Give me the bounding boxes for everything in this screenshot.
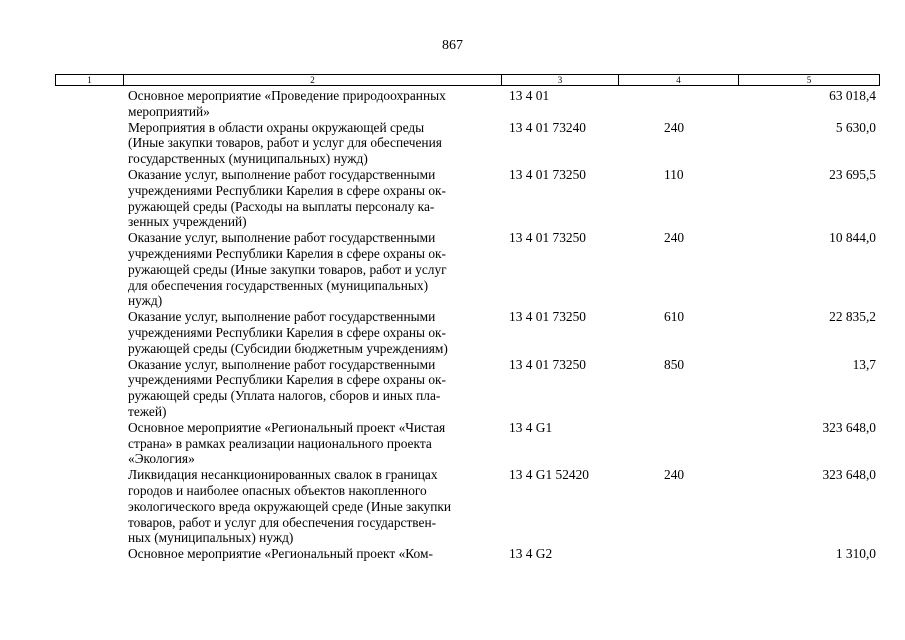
description-line: нужд) (128, 293, 163, 309)
table-row (55, 357, 880, 420)
row-code: 13 4 01 73250 (509, 166, 586, 182)
row-code: 13 4 G1 52420 (509, 467, 589, 483)
table-row (55, 88, 880, 120)
table-row (55, 546, 880, 562)
row-spacer (55, 120, 128, 167)
row-amount: 10 844,0 (829, 230, 876, 246)
row-description (128, 420, 501, 467)
page-number: 867 (442, 38, 463, 53)
header-col-2: 2 (124, 75, 502, 85)
row-expense-type: 240 (664, 467, 685, 483)
description-line: «Экология» (128, 451, 195, 467)
row-code: 13 4 G2 (509, 546, 553, 562)
description-line: Ликвидация несанкционированных свалок в границах (128, 467, 438, 483)
description-line: мероприятий» (128, 103, 210, 119)
row-amount: 323 648,0 (822, 419, 876, 435)
row-description (128, 546, 501, 562)
description-line: ружающей среды (Расходы на выплаты персоналу ка- (128, 198, 435, 214)
table-header (55, 74, 880, 86)
header-col-5: 5 (806, 75, 812, 85)
description-line: ружающей среды (Субсидии бюджетным учреждениям) (128, 340, 448, 356)
header-col-1: 1 (56, 75, 124, 85)
row-description (128, 167, 501, 230)
row-description (128, 120, 501, 167)
table-row (55, 309, 880, 356)
description-line: учреждениями Республики Карелия в сфере охраны ок- (128, 324, 447, 340)
row-spacer (55, 467, 128, 546)
row-spacer (55, 546, 128, 562)
row-expense-type: 240 (664, 230, 685, 246)
row-expense-type: 110 (664, 166, 684, 182)
description-line: Основное мероприятие «Региональный проект «Ком- (128, 546, 433, 562)
row-expense-type (616, 88, 736, 120)
description-line: городов и наиболее опасных объектов накопленного (128, 482, 427, 498)
row-code: 13 4 01 73240 (509, 119, 586, 135)
row-description (128, 88, 501, 120)
description-line: ружающей среды (Уплата налогов, сборов и иных пла- (128, 388, 441, 404)
row-description (128, 357, 501, 420)
table-body (55, 88, 880, 562)
row-spacer (55, 167, 128, 230)
description-line: государственных (муниципальных) нужд) (128, 151, 368, 167)
row-spacer (55, 420, 128, 467)
description-line: Оказание услуг, выполнение работ государственными (128, 230, 436, 246)
row-expense-type: 850 (664, 356, 685, 372)
description-line: Оказание услуг, выполнение работ государственными (128, 356, 436, 372)
row-code: 13 4 G1 (509, 419, 553, 435)
row-description (128, 309, 501, 356)
row-expense-type: 240 (664, 119, 685, 135)
description-line: для обеспечения государственных (муниципальных) (128, 277, 429, 293)
description-line: зенных учреждений) (128, 214, 247, 230)
row-code: 13 4 01 (509, 88, 550, 103)
row-expense-type (616, 420, 736, 467)
description-line: Оказание услуг, выполнение работ государственными (128, 166, 436, 182)
row-amount: 13,7 (852, 356, 876, 372)
row-expense-type (616, 546, 736, 562)
description-line: ружающей среды (Иные закупки товаров, работ и услуг (128, 261, 447, 277)
description-line: Основное мероприятие «Проведение природоохранных (128, 88, 446, 103)
table-row (55, 420, 880, 467)
row-spacer (55, 88, 128, 120)
row-description (128, 230, 501, 309)
description-line: Основное мероприятие «Региональный проект «Чистая (128, 419, 446, 435)
row-spacer (55, 357, 128, 420)
header-col-3: 3 (502, 75, 619, 85)
description-line: ных (муниципальных) нужд) (128, 530, 294, 546)
description-line: товаров, работ и услуг для обеспечения государствен- (128, 514, 437, 530)
row-amount: 22 835,2 (829, 309, 876, 325)
description-line: учреждениями Республики Карелия в сфере охраны ок- (128, 245, 447, 261)
row-code: 13 4 01 73250 (509, 356, 586, 372)
table-row (55, 467, 880, 546)
row-amount: 5 630,0 (835, 119, 876, 135)
row-spacer (55, 309, 128, 356)
table-row (55, 120, 880, 167)
row-description (128, 467, 501, 546)
description-line: тежей) (128, 403, 167, 419)
table-row (55, 230, 880, 309)
row-amount: 1 310,0 (835, 546, 876, 562)
description-line: экологического вреда окружающей среде (Иные закупки (128, 498, 452, 514)
description-line: учреждениями Республики Карелия в сфере охраны ок- (128, 182, 447, 198)
row-code: 13 4 01 73250 (509, 230, 586, 246)
row-spacer (55, 230, 128, 309)
table-row (55, 167, 880, 230)
description-line: (Иные закупки товаров, работ и услуг для обеспечения (128, 135, 442, 151)
row-code: 13 4 01 73250 (509, 309, 586, 325)
description-line: Оказание услуг, выполнение работ государственными (128, 309, 436, 325)
header-col-4: 4 (619, 75, 739, 85)
row-amount: 323 648,0 (822, 467, 876, 483)
row-amount: 23 695,5 (829, 166, 876, 182)
row-amount: 63 018,4 (829, 88, 876, 103)
description-line: Мероприятия в области охраны окружающей среды (128, 119, 425, 135)
row-expense-type: 610 (664, 309, 685, 325)
description-line: учреждениями Республики Карелия в сфере охраны ок- (128, 372, 447, 388)
description-line: страна» в рамках реализации национального проекта (128, 435, 432, 451)
